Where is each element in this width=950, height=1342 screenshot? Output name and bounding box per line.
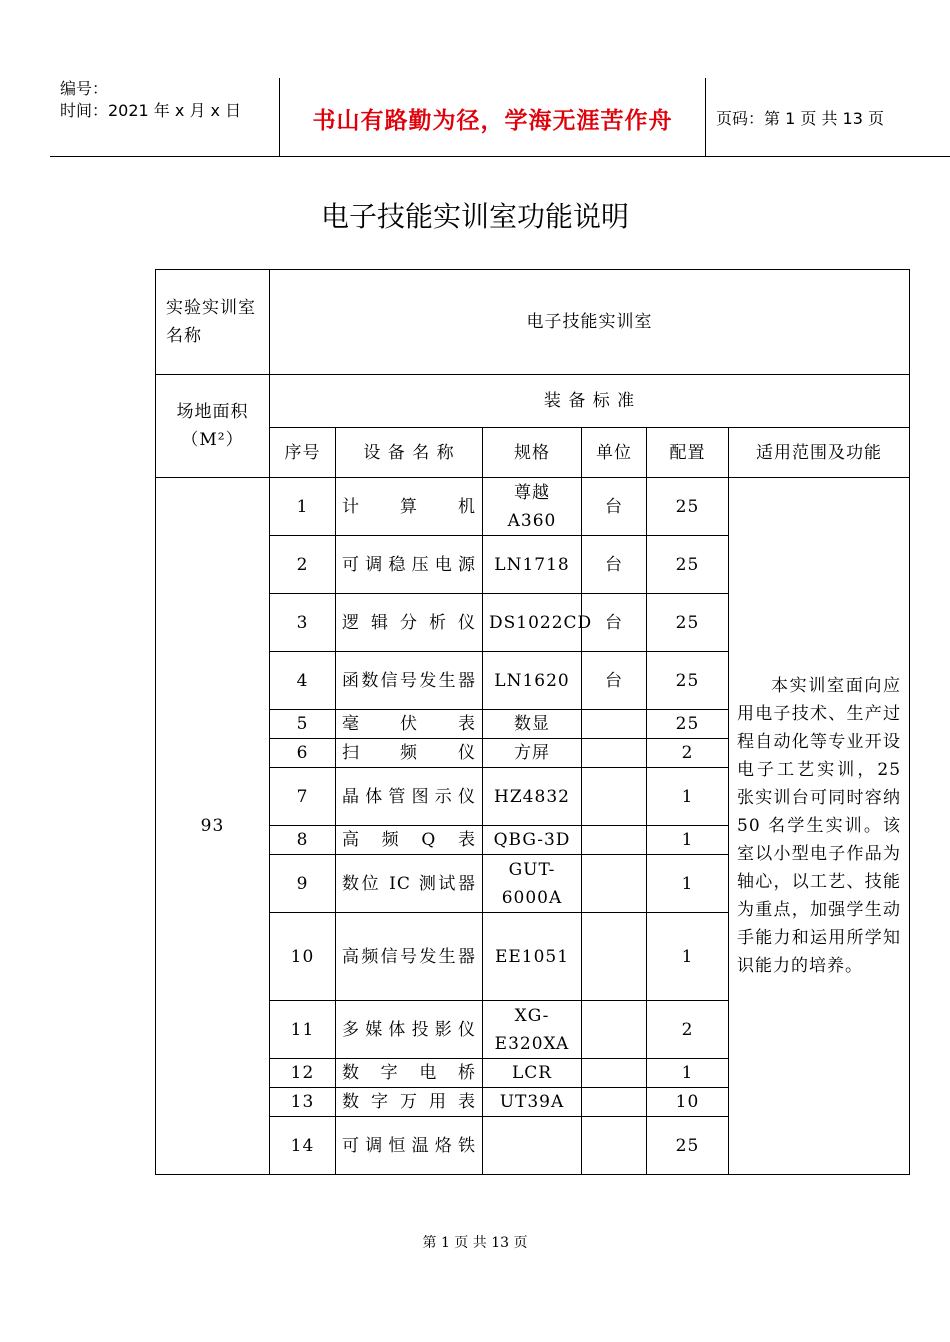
column-header: 适用范围及功能: [729, 428, 910, 478]
equipment-name: 数字万用表: [336, 1088, 483, 1117]
equipment-spec: LN1718: [483, 536, 582, 594]
page-header: [50, 78, 950, 157]
equipment-unit: [582, 855, 647, 913]
equipment-standard-header: 装 备 标 准: [270, 375, 910, 428]
row-number: 2: [270, 536, 336, 594]
equipment-unit: 台: [582, 652, 647, 710]
row-number: 14: [270, 1117, 336, 1175]
equipment-quantity: 25: [647, 652, 729, 710]
equipment-quantity: 25: [647, 536, 729, 594]
equipment-name: 扫频仪: [336, 739, 483, 768]
equipment-spec: 数显: [483, 710, 582, 739]
equipment-unit: 台: [582, 536, 647, 594]
equipment-name: 函数信号发生器: [336, 652, 483, 710]
equipment-unit: [582, 1001, 647, 1059]
equipment-name: 数字电桥: [336, 1059, 483, 1088]
equipment-spec: XG-E320XA: [483, 1001, 582, 1059]
equipment-name: 可调恒温烙铁: [336, 1117, 483, 1175]
equipment-spec: LN1620: [483, 652, 582, 710]
equipment-spec: HZ4832: [483, 768, 582, 826]
equipment-table: [155, 269, 910, 1175]
equipment-quantity: 1: [647, 1059, 729, 1088]
row-number: 13: [270, 1088, 336, 1117]
equipment-spec: [483, 1117, 582, 1175]
equipment-spec: UT39A: [483, 1088, 582, 1117]
equipment-name: 高频Q表: [336, 826, 483, 855]
equipment-spec: QBG-3D: [483, 826, 582, 855]
equipment-quantity: 2: [647, 739, 729, 768]
row-number: 8: [270, 826, 336, 855]
equipment-unit: 台: [582, 594, 647, 652]
function-description: 本实训室面向应用电子技术、生产过程自动化等专业开设电子工艺实训，25 张实训台可同时容纳 50 名学生实训。该室以小型电子作品为轴心，以工艺、技能为重点，加强学生动手能力和运用所学知识能力的培养。: [729, 478, 910, 1175]
area-label: 场地面积（M²）: [156, 375, 270, 478]
equipment-spec: 方屏: [483, 739, 582, 768]
equipment-quantity: 25: [647, 1117, 729, 1175]
equipment-name: 数位 IC 测试器: [336, 855, 483, 913]
table-row: [156, 478, 910, 536]
row-number: 12: [270, 1059, 336, 1088]
equipment-unit: [582, 826, 647, 855]
column-header: 设 备 名 称: [336, 428, 483, 478]
row-number: 5: [270, 710, 336, 739]
equipment-spec: EE1051: [483, 913, 582, 1001]
row-number: 3: [270, 594, 336, 652]
column-header: 配置: [647, 428, 729, 478]
document-number-label: 编号：: [60, 79, 109, 98]
header-meta: [60, 78, 280, 122]
equipment-spec: 尊越 A360: [483, 478, 582, 536]
equipment-quantity: 25: [647, 594, 729, 652]
equipment-quantity: 25: [647, 478, 729, 536]
equipment-spec: DS1022CD: [483, 594, 582, 652]
equipment-name: 可调稳压电源: [336, 536, 483, 594]
row-number: 11: [270, 1001, 336, 1059]
room-name-label: 实验实训室名称: [156, 270, 270, 375]
header-divider: [705, 78, 706, 156]
column-header: 序号: [270, 428, 336, 478]
equipment-quantity: 1: [647, 913, 729, 1001]
equipment-unit: [582, 710, 647, 739]
equipment-unit: [582, 1117, 647, 1175]
equipment-quantity: 1: [647, 826, 729, 855]
row-number: 4: [270, 652, 336, 710]
equipment-spec: GUT-6000A: [483, 855, 582, 913]
equipment-quantity: 1: [647, 768, 729, 826]
header-motto: 书山有路勤为径，学海无涯苦作舟: [312, 108, 673, 134]
equipment-name: 逻辑分析仪: [336, 594, 483, 652]
row-number: 7: [270, 768, 336, 826]
row-number: 9: [270, 855, 336, 913]
area-value: 93: [156, 478, 270, 1175]
equipment-unit: [582, 1088, 647, 1117]
equipment-unit: [582, 739, 647, 768]
column-header: 规格: [483, 428, 582, 478]
equipment-unit: [582, 1059, 647, 1088]
row-number: 1: [270, 478, 336, 536]
equipment-name: 高频信号发生器: [336, 913, 483, 1001]
equipment-spec: LCR: [483, 1059, 582, 1088]
document-time: 时间：2021 年 x 月 x 日: [60, 101, 242, 120]
page-footer: 第 1 页 共 13 页: [422, 1235, 528, 1251]
room-name: 电子技能实训室: [270, 270, 910, 375]
document-title: 电子技能实训室功能说明: [320, 200, 629, 233]
equipment-quantity: 25: [647, 710, 729, 739]
equipment-name: 多媒体投影仪: [336, 1001, 483, 1059]
row-number: 6: [270, 739, 336, 768]
equipment-unit: 台: [582, 478, 647, 536]
equipment-unit: [582, 768, 647, 826]
row-number: 10: [270, 913, 336, 1001]
header-page-info: 页码：第 1 页 共 13 页: [716, 109, 884, 128]
equipment-quantity: 2: [647, 1001, 729, 1059]
equipment-quantity: 10: [647, 1088, 729, 1117]
equipment-unit: [582, 913, 647, 1001]
equipment-name: 毫伏表: [336, 710, 483, 739]
equipment-name: 晶体管图示仪: [336, 768, 483, 826]
column-header: 单位: [582, 428, 647, 478]
equipment-quantity: 1: [647, 855, 729, 913]
equipment-name: 计算机: [336, 478, 483, 536]
